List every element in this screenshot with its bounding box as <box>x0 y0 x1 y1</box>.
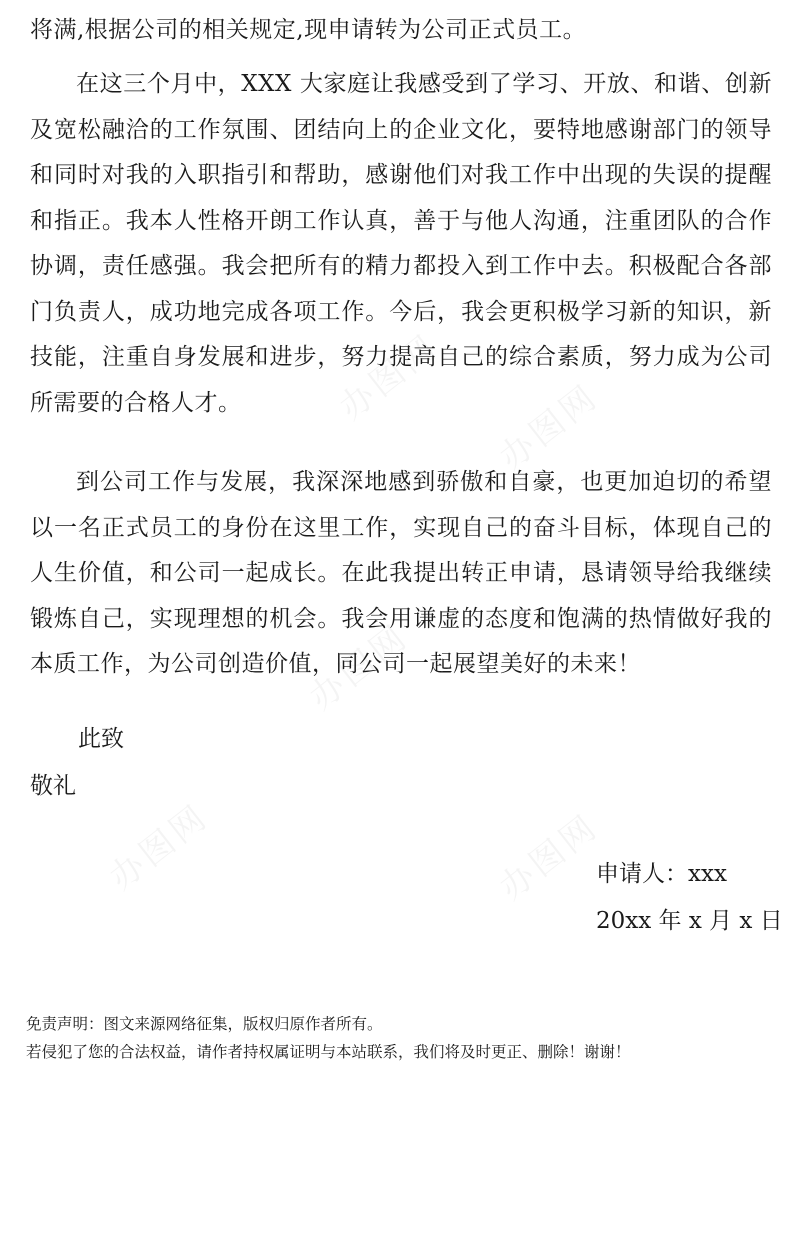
paragraph-intro: 将满,根据公司的相关规定,现申请转为公司正式员工。 <box>30 17 587 43</box>
disclaimer-line-1: 免责声明：图文来源网络征集，版权归原作者所有。 <box>26 1015 383 1033</box>
watermark-logo <box>487 800 607 909</box>
paragraph-application: 到公司工作与发展，我深深地感到骄傲和自豪，也更加迫切的希望以一名正式员工的身份在这里工作，实现自己的奋斗目标，体现自己的人生价值，和公司一起成长。在此我提出转正申请，恳请领导给我继续锻炼自己，实现理想的机会。我会用谦虚的态度和饱满的热情做好我的本质工作，为公司创造价值，同公司一起展望美好的未来！ <box>30 469 772 677</box>
closing-regards: 敬礼 <box>30 773 76 799</box>
disclaimer-line-2: 若侵犯了您的合法权益，请作者持权属证明与本站联系，我们将及时更正、删除！谢谢！ <box>26 1043 631 1061</box>
application-date: 20xx 年 x 月 x 日 <box>596 908 783 934</box>
paragraph-experience: 在这三个月中，XXX 大家庭让我感受到了学习、开放、和谐、创新及宽松融洽的工作氛围、团结向上的企业文化，要特地感谢部门的领导和同时对我的入职指引和帮助，感谢他们对我工作中出现的失误的提醒和指正。我本人性格开朗工作认真，善于与他人沟通，注重团队的合作协调，责任感强。我会把所有的精力都投入到工作中去。积极配合各部门负责人，成功地完成各项工作。今后，我会更积极学习新的知识，新技能，注重自身发展和进步，努力提高自己的综合素质，努力成为公司所需要的合格人才。 <box>30 71 772 416</box>
watermark-logo <box>97 790 217 899</box>
closing-salutation: 此致 <box>78 726 124 752</box>
applicant-signature: 申请人：xxx <box>596 861 727 887</box>
